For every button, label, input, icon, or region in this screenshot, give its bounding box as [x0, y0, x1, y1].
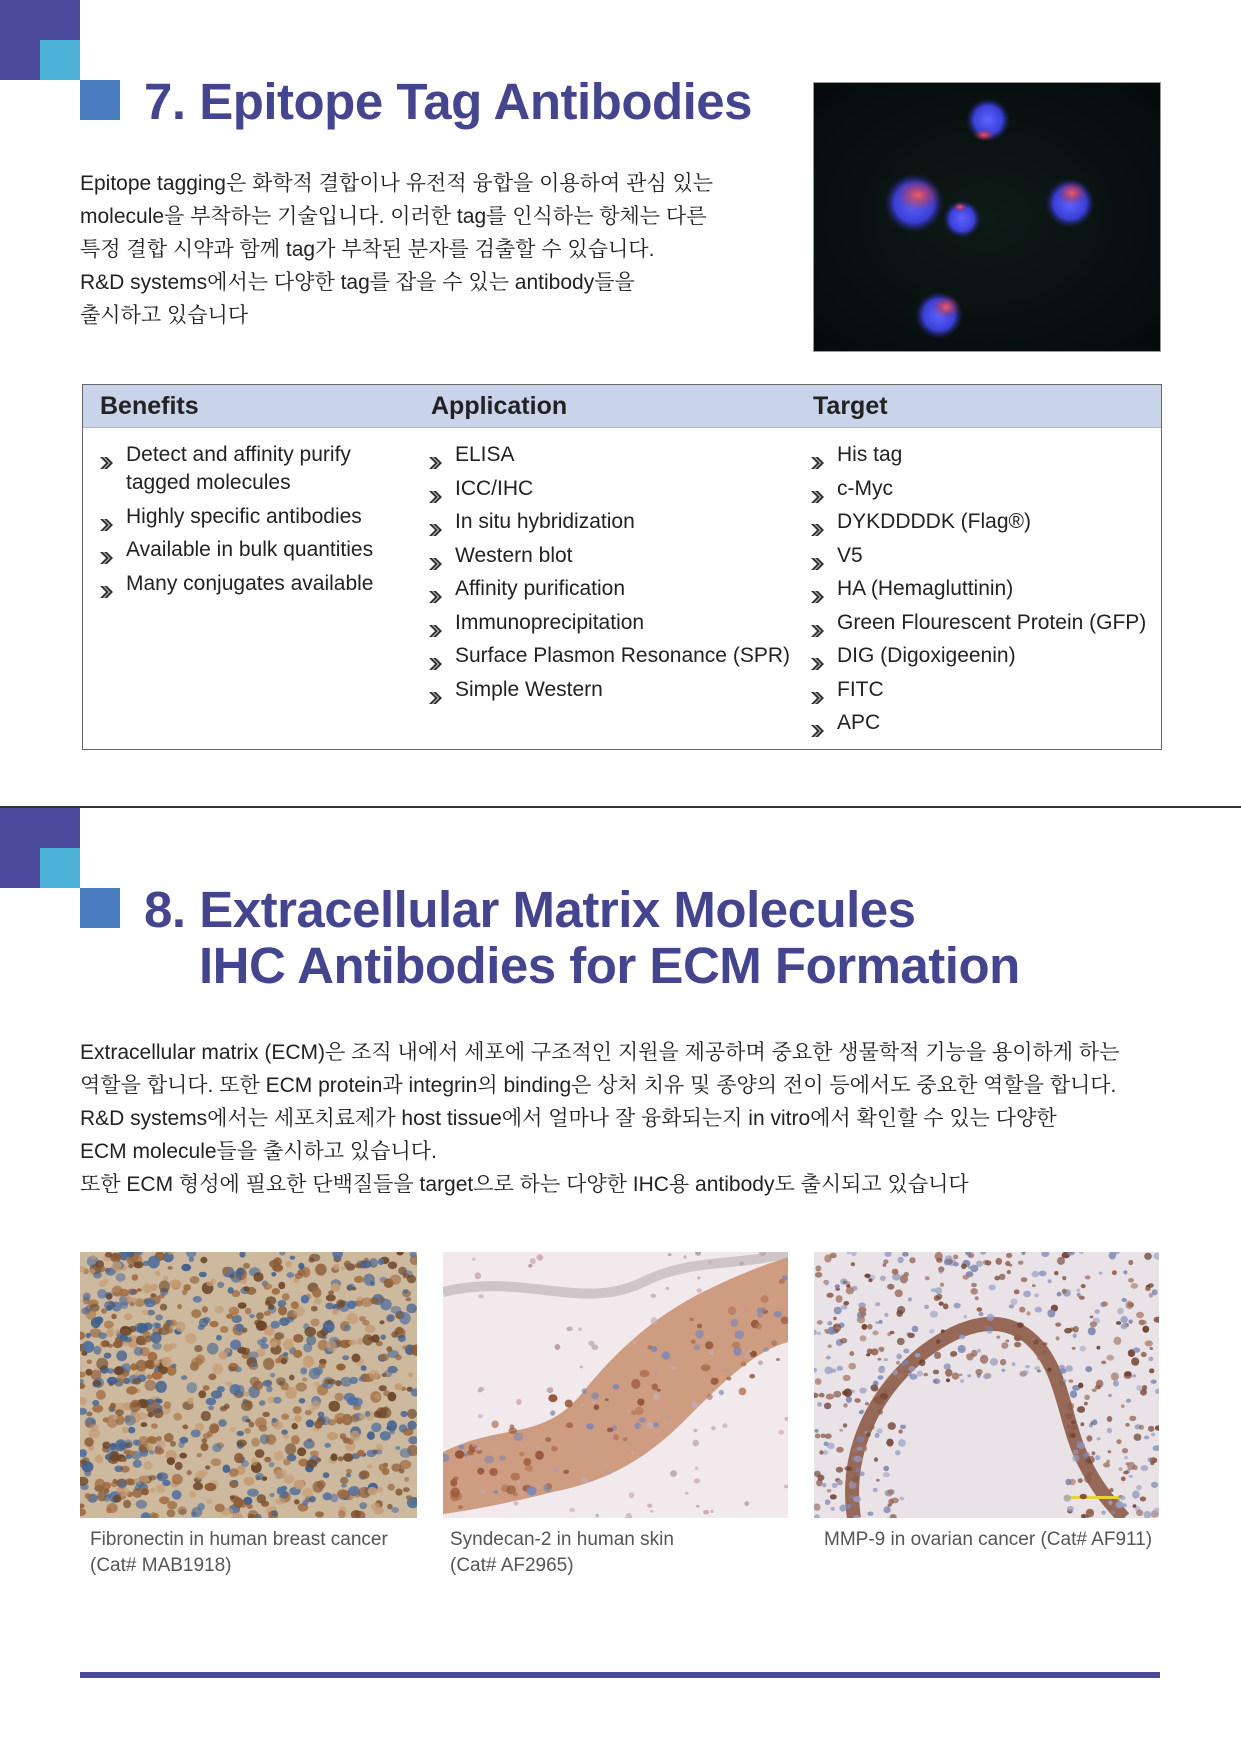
double-chevron-right-icon	[429, 617, 442, 629]
double-chevron-right-icon	[100, 511, 113, 523]
target-list	[811, 441, 1156, 743]
image-caption-2	[450, 1527, 674, 1579]
list-item: APC	[811, 709, 1156, 737]
list-item: Simple Western	[429, 676, 799, 704]
double-chevron-right-icon	[429, 483, 442, 495]
ihc-image-mmp9	[814, 1252, 1159, 1518]
list-item: Many conjugates available	[100, 570, 420, 598]
intro-line: R&D systems에서는 다양한 tag를 잡을 수 있는 antibody들을	[80, 271, 635, 294]
double-chevron-right-icon	[811, 650, 824, 662]
caption-line: Fibronectin in human breast cancer	[90, 1529, 388, 1550]
footer-rule	[80, 1672, 1160, 1678]
section-8-title	[144, 882, 1020, 994]
table-header-row	[83, 385, 1161, 428]
header-application: Application	[431, 392, 568, 420]
section-8-intro	[80, 1036, 1160, 1201]
caption-line: (Cat# MAB1918)	[90, 1555, 232, 1576]
intro-line: 역할을 합니다. 또한 ECM protein과 integrin의 binding은 상처 치유 및 종양의 전이 등에서도 중요한 역할을 합니다.	[80, 1074, 1117, 1097]
section-divider	[0, 806, 1241, 808]
intro-line: Extracellular matrix (ECM)은 조직 내에서 세포에 구조적인 지원을 제공하며 중요한 생물학적 기능을 용이하게 하는	[80, 1041, 1120, 1064]
image-caption-3	[824, 1527, 1152, 1553]
double-chevron-right-icon	[100, 578, 113, 590]
list-item: Highly specific antibodies	[100, 503, 420, 531]
list-item: DYKDDDDK (Flag®)	[811, 508, 1156, 536]
caption-line: (Cat# AF2965)	[450, 1555, 574, 1576]
list-item: Green Flourescent Protein (GFP)	[811, 609, 1156, 637]
list-item: DIG (Digoxigeenin)	[811, 642, 1156, 670]
section-8-title-line-1: 8. Extracellular Matrix Molecules	[144, 881, 916, 938]
tissue-stain-image	[814, 1252, 1159, 1518]
list-item: Available in bulk quantities	[100, 536, 420, 564]
list-item: FITC	[811, 676, 1156, 704]
tissue-stain-image	[443, 1252, 788, 1518]
epitope-tag-table	[82, 384, 1162, 750]
list-item: In situ hybridization	[429, 508, 799, 536]
corner-decoration-light	[40, 848, 80, 888]
intro-line: 또한 ECM 형성에 필요한 단백질들을 target으로 하는 다양한 IHC용 antibody도 출시되고 있습니다	[80, 1173, 969, 1196]
tissue-stain-image	[80, 1252, 417, 1518]
double-chevron-right-icon	[811, 583, 824, 595]
double-chevron-right-icon	[811, 449, 824, 461]
header-target: Target	[813, 392, 888, 420]
list-item: Detect and affinity purify tagged molecules	[100, 441, 420, 497]
section-7-title: 7. Epitope Tag Antibodies	[144, 73, 753, 130]
list-item: c-Myc	[811, 475, 1156, 503]
list-item: Western blot	[429, 542, 799, 570]
section-8-title-line-2: IHC Antibodies for ECM Formation	[199, 937, 1020, 994]
double-chevron-right-icon	[429, 449, 442, 461]
intro-line: ECM molecule들을 출시하고 있습니다.	[80, 1140, 437, 1163]
intro-line: molecule을 부착하는 기술입니다. 이러한 tag를 인식하는 항체는 다른	[80, 205, 707, 228]
caption-line: Syndecan-2 in human skin	[450, 1529, 674, 1550]
benefits-list	[100, 441, 420, 603]
list-item: ICC/IHC	[429, 475, 799, 503]
intro-line: R&D systems에서는 세포치료제가 host tissue에서 얼마나 잘 융화되는지 in vitro에서 확인할 수 있는 다양한	[80, 1107, 1057, 1130]
list-item: Immunoprecipitation	[429, 609, 799, 637]
caption-line: MMP-9 in ovarian cancer (Cat# AF911)	[824, 1529, 1153, 1550]
double-chevron-right-icon	[811, 684, 824, 696]
list-item: ELISA	[429, 441, 799, 469]
double-chevron-right-icon	[811, 617, 824, 629]
double-chevron-right-icon	[100, 449, 113, 461]
list-item: HA (Hemagluttinin)	[811, 575, 1156, 603]
double-chevron-right-icon	[811, 483, 824, 495]
application-list	[429, 441, 799, 709]
ihc-image-fibronectin	[80, 1252, 417, 1518]
double-chevron-right-icon	[429, 583, 442, 595]
list-item: His tag	[811, 441, 1156, 469]
intro-line: Epitope tagging은 화학적 결합이나 유전적 융합을 이용하여 관심 있는	[80, 172, 714, 195]
corner-decoration-light	[40, 40, 80, 80]
fluorescent-cells-image	[814, 83, 1160, 351]
list-item: Surface Plasmon Resonance (SPR)	[429, 642, 799, 670]
section-title-marker	[80, 80, 120, 120]
double-chevron-right-icon	[811, 717, 824, 729]
double-chevron-right-icon	[811, 516, 824, 528]
fluorescence-micrograph	[813, 82, 1161, 352]
double-chevron-right-icon	[429, 684, 442, 696]
list-item: Affinity purification	[429, 575, 799, 603]
intro-line: 특정 결합 시약과 함께 tag가 부착된 분자를 검출할 수 있습니다.	[80, 238, 655, 261]
list-item: V5	[811, 542, 1156, 570]
section-title-marker	[80, 888, 120, 928]
double-chevron-right-icon	[429, 650, 442, 662]
section-7-intro	[80, 167, 720, 332]
intro-line: 출시하고 있습니다	[80, 304, 249, 327]
header-benefits: Benefits	[100, 392, 199, 420]
double-chevron-right-icon	[429, 550, 442, 562]
ihc-image-syndecan	[443, 1252, 788, 1518]
image-caption-1	[90, 1527, 388, 1579]
double-chevron-right-icon	[100, 544, 113, 556]
double-chevron-right-icon	[429, 516, 442, 528]
double-chevron-right-icon	[811, 550, 824, 562]
